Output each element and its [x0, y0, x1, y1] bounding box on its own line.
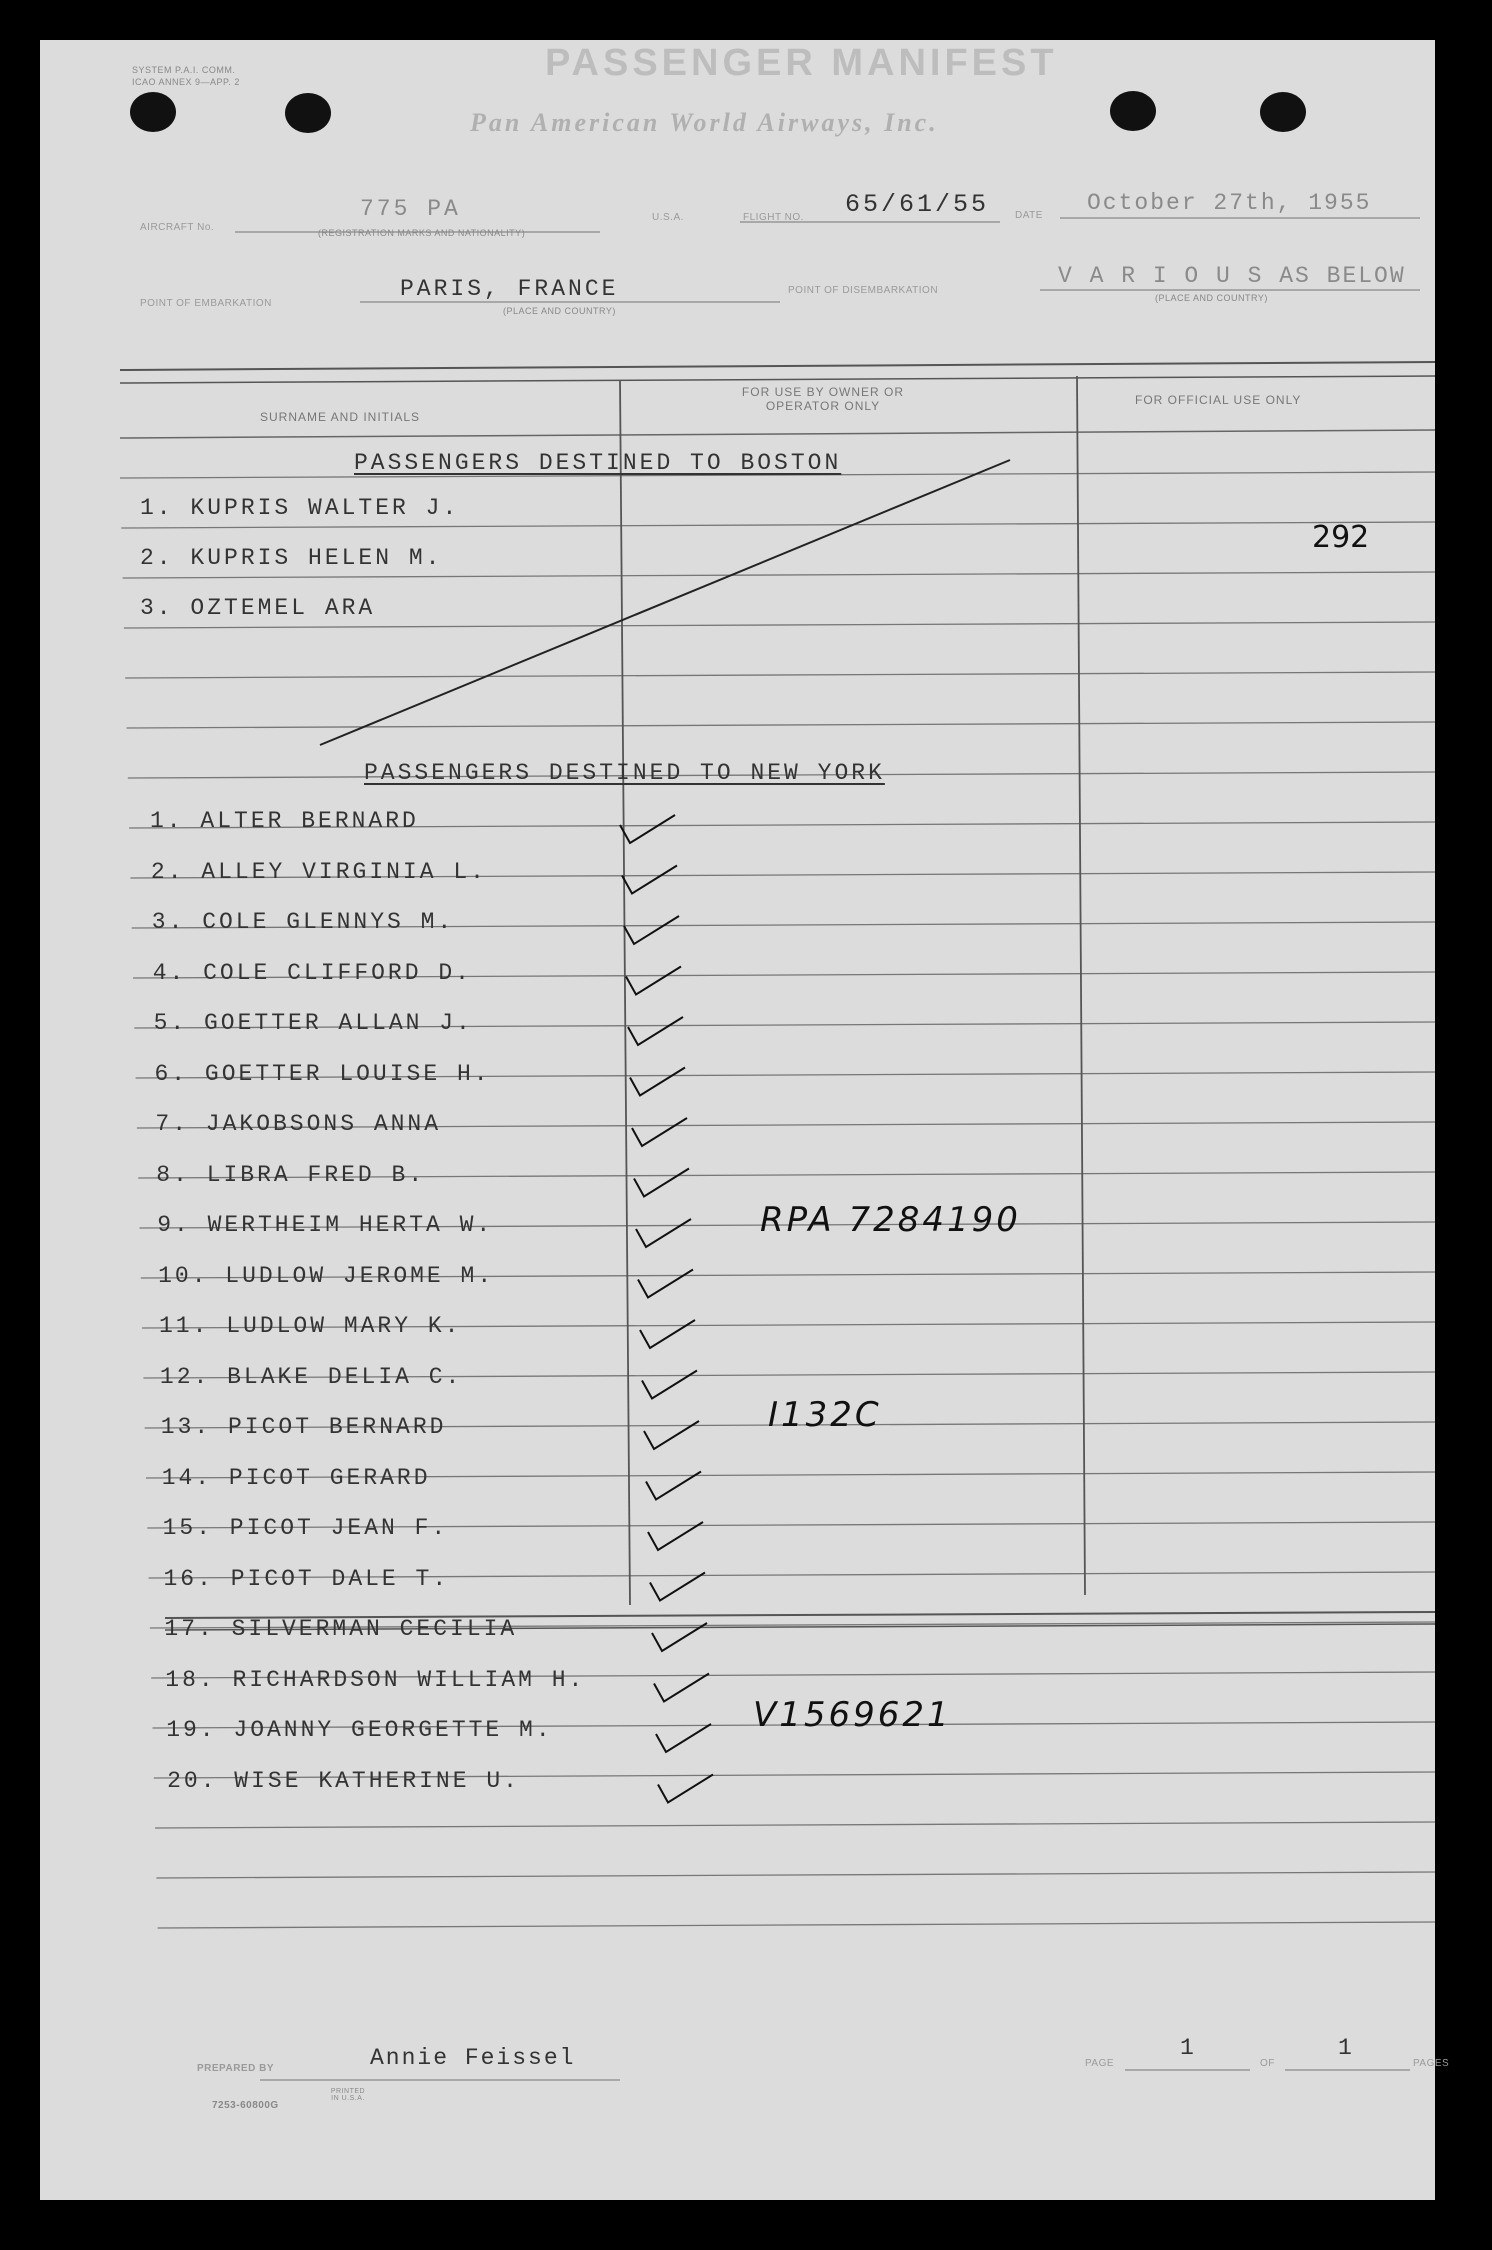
- aircraft-value: 775 PA: [360, 196, 461, 222]
- prepared-by-label: PREPARED BY: [197, 2063, 274, 2074]
- check-mark-icon: [642, 1371, 697, 1399]
- check-mark-icon: [658, 1775, 713, 1803]
- check-mark-icon: [624, 916, 679, 944]
- check-mark-icon: [638, 1270, 693, 1298]
- passenger-row: 14. PICOT GERARD: [161, 1464, 431, 1491]
- passenger-row: 13. PICOT BERNARD: [160, 1414, 447, 1440]
- airline-name: Pan American World Airways, Inc.: [470, 108, 939, 137]
- passenger-row: 18. RICHARDSON WILLIAM H.: [165, 1666, 586, 1693]
- passenger-row: 2. KUPRIS HELEN M.: [140, 545, 443, 571]
- passenger-row: 20. WISE KATHERINE U.: [167, 1767, 520, 1794]
- official-number: 292: [1312, 520, 1370, 555]
- date-label: DATE: [1015, 210, 1043, 221]
- flight-value: 65/61/55: [845, 190, 990, 219]
- passenger-row: 19. JOANNY GEORGETTE M.: [166, 1717, 553, 1743]
- row-rule: [123, 572, 1435, 578]
- passenger-row: 6. GOETTER LOUISE H.: [154, 1060, 491, 1087]
- disembarkation-label: POINT OF DISEMBARKATION: [788, 285, 939, 296]
- handwritten-note-3: V1569621: [753, 1695, 952, 1735]
- passenger-row: 7. JAKOBSONS ANNA: [155, 1111, 442, 1137]
- place-caption: (PLACE AND COUNTRY): [503, 306, 616, 316]
- of-value: 1: [1338, 2035, 1355, 2061]
- page-label: PAGE: [1085, 2058, 1115, 2069]
- passenger-row: 11. LUDLOW MARY K.: [159, 1313, 462, 1339]
- flight-label: FLIGHT NO.: [743, 212, 804, 223]
- boston-heading: PASSENGERS DESTINED TO BOSTON: [354, 450, 842, 476]
- disembarkation-value: V A R I O U S AS BELOW: [1058, 263, 1406, 289]
- passenger-row: 8. LIBRA FRED B.: [156, 1161, 426, 1188]
- prepared-by-value: Annie Feissel: [370, 2045, 576, 2071]
- row-rule: [127, 722, 1436, 728]
- check-mark-icon: [640, 1320, 695, 1348]
- embarkation-value: PARIS, FRANCE: [400, 276, 619, 302]
- table-top-rule: [120, 362, 1435, 370]
- column-header-surname: SURNAME AND INITIALS: [260, 410, 421, 424]
- aircraft-label: AIRCRAFT No.: [140, 222, 215, 233]
- column-divider-official: [1077, 376, 1085, 1595]
- check-mark-icon: [626, 967, 681, 995]
- passenger-row: 16. PICOT DALE T.: [163, 1565, 450, 1592]
- registration-caption: (REGISTRATION MARKS AND NATIONALITY): [318, 228, 526, 238]
- manifest-sheet: [40, 40, 1450, 2200]
- row-rule: [125, 672, 1435, 678]
- form-code-line-2: ICAO ANNEX 9—APP. 2: [132, 77, 240, 87]
- passenger-row: 10. LUDLOW JEROME M.: [158, 1262, 495, 1289]
- check-mark-icon: [632, 1118, 687, 1146]
- passenger-row: 1. KUPRIS WALTER J.: [140, 495, 460, 521]
- check-mark-icon: [628, 1017, 683, 1045]
- table-header-rule: [120, 430, 1435, 438]
- passenger-row: 2. ALLEY VIRGINIA L.: [150, 858, 487, 885]
- check-mark-icon: [620, 815, 675, 843]
- check-mark-icon: [654, 1674, 709, 1702]
- passenger-row: 15. PICOT JEAN F.: [162, 1515, 449, 1541]
- passenger-row: 3. OZTEMEL ARA: [140, 595, 376, 621]
- form-title: PASSENGER MANIFEST: [545, 42, 1058, 84]
- passenger-row: 17. SILVERMAN CECILIA: [164, 1616, 518, 1642]
- row-rule: [158, 1922, 1435, 1928]
- new-york-heading: PASSENGERS DESTINED TO NEW YORK: [364, 760, 885, 786]
- passenger-row: 3. COLE GLENNYS M.: [151, 909, 455, 935]
- check-mark-icon: [634, 1169, 689, 1197]
- of-label: OF: [1260, 2058, 1275, 2069]
- check-mark-icon: [636, 1219, 691, 1247]
- column-divider-owner: [620, 380, 630, 1605]
- place-caption-2: (PLACE AND COUNTRY): [1155, 293, 1268, 303]
- row-rule: [124, 622, 1435, 628]
- passenger-row: 1. ALTER BERNARD: [150, 808, 419, 834]
- nationality: U.S.A.: [652, 212, 684, 223]
- passenger-row: 4. COLE CLIFFORD D.: [152, 959, 472, 986]
- form-number: 7253-60800G: [212, 2100, 279, 2111]
- pages-label: PAGES: [1413, 2058, 1450, 2069]
- column-header-owner: FOR USE BY OWNER OR OPERATOR ONLY: [741, 385, 905, 413]
- table-top-rule: [120, 376, 1435, 383]
- check-mark-icon: [630, 1068, 685, 1096]
- form-code-line-1: SYSTEM P.A.I. COMM.: [132, 65, 236, 75]
- row-rule: [155, 1822, 1435, 1828]
- printed-mark: PRINTED IN U.S.A.: [330, 2088, 366, 2102]
- date-value: October 27th, 1955: [1087, 190, 1372, 216]
- check-mark-icon: [650, 1573, 705, 1601]
- check-mark-icon: [622, 866, 677, 894]
- passenger-row: 12. BLAKE DELIA C.: [159, 1363, 463, 1390]
- passenger-row: 5. GOETTER ALLAN J.: [153, 1010, 473, 1036]
- column-header-official: FOR OFFICIAL USE ONLY: [1135, 393, 1302, 407]
- passenger-row: 9. WERTHEIM HERTA W.: [157, 1212, 494, 1238]
- page-value: 1: [1180, 2035, 1197, 2061]
- row-rule: [156, 1872, 1435, 1878]
- embarkation-label: POINT OF EMBARKATION: [140, 298, 272, 309]
- handwritten-note-1: RPA 7284190: [760, 1200, 1021, 1240]
- row-rule: [121, 522, 1435, 528]
- check-mark-icon: [656, 1724, 711, 1752]
- handwritten-note-2: I132C: [768, 1395, 882, 1435]
